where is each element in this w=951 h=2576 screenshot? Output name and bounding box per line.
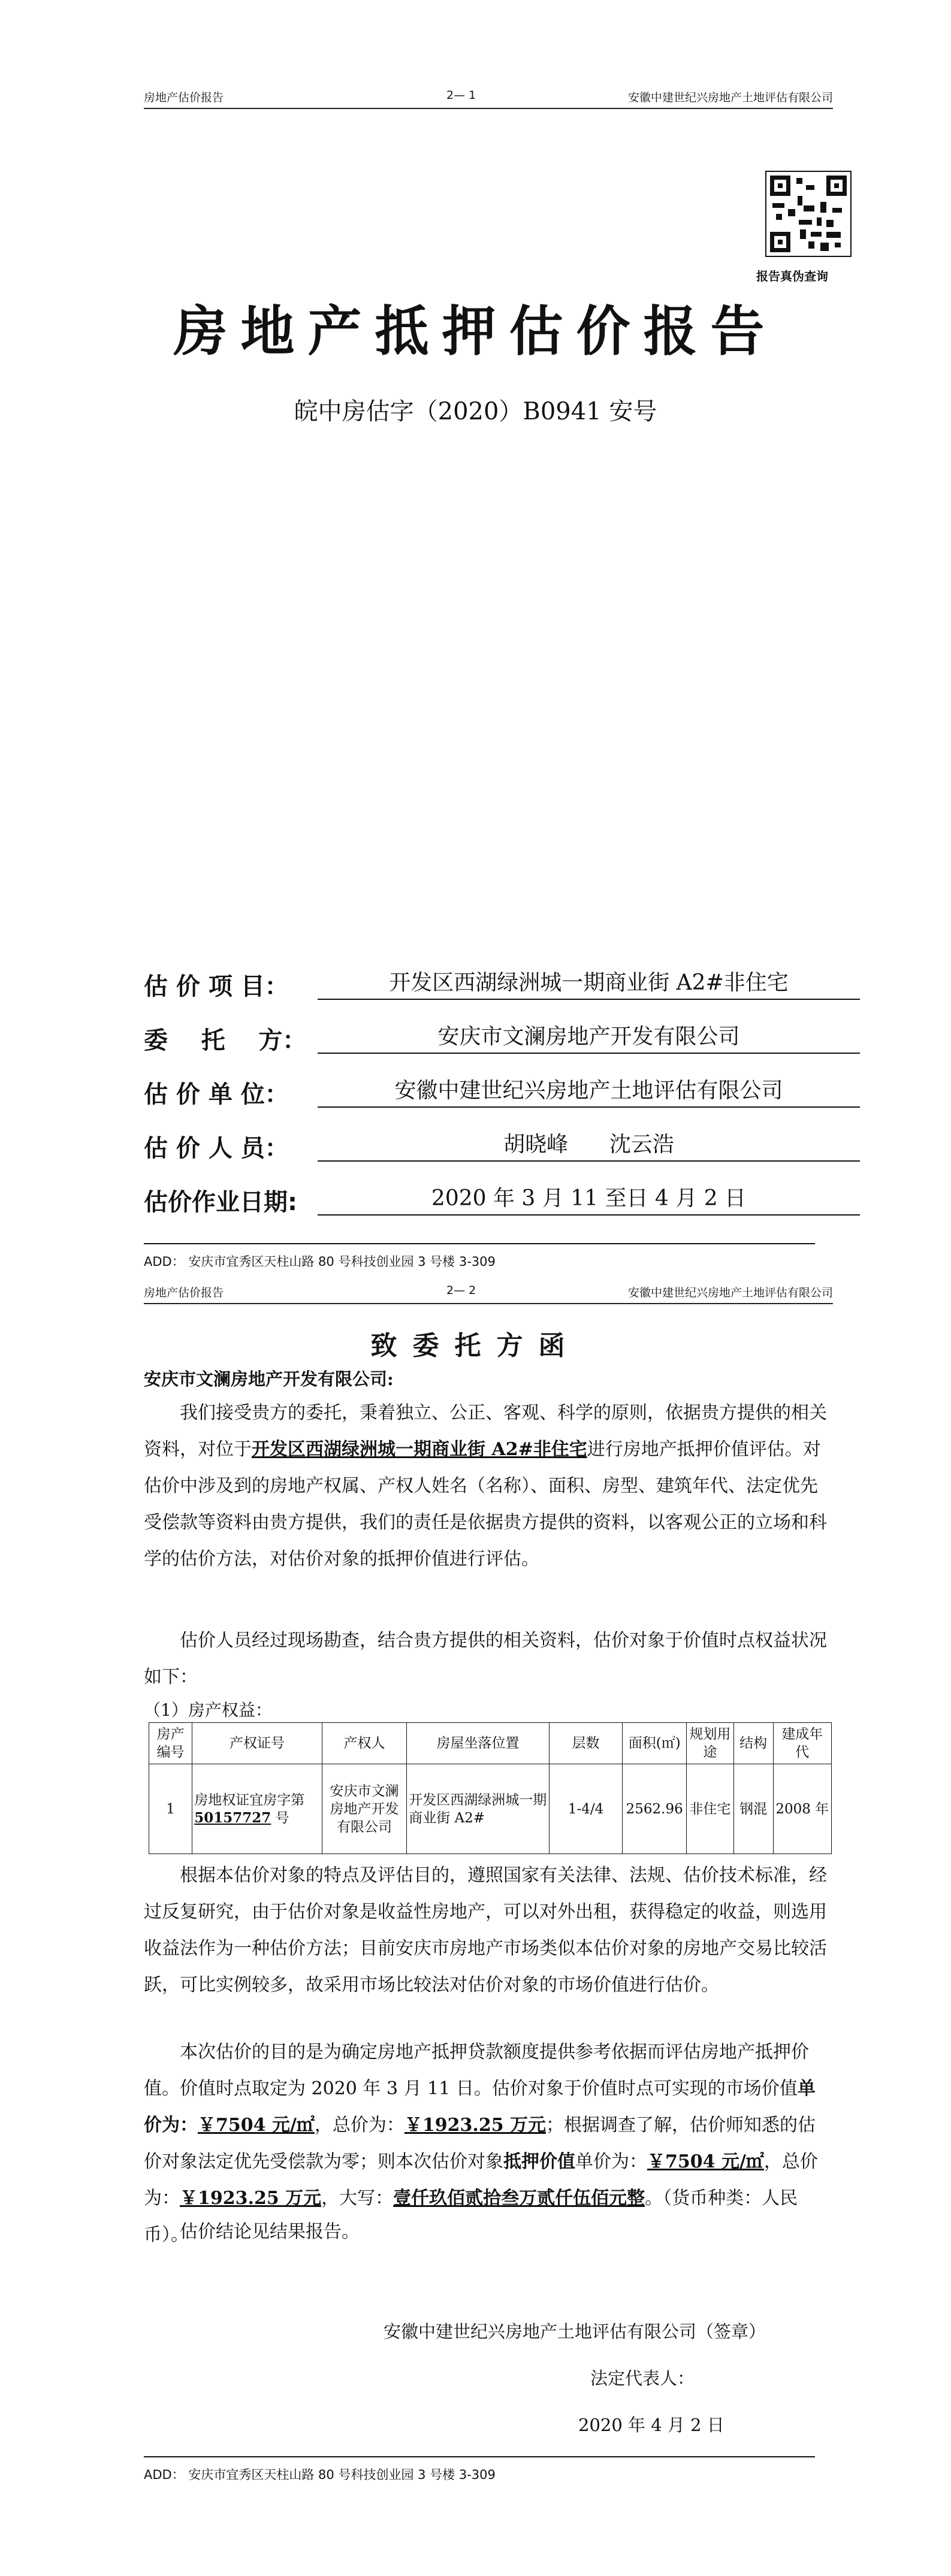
para4-text-h: 单价为： (575, 2151, 647, 2172)
para1-text-a: 我们接受贵方的委托，秉着独立、公正、客观、科学的原则，依据贵方提供的相关资料，对位于 (144, 1402, 827, 1460)
info-row-appraiser-unit (144, 1075, 863, 1111)
paragraph-3: 根据本估价对象的特点及评估目的，遵照国家有关法律、法规、估价技术标准，经过反复研究，由于估价对象是收益性房地产，可以对外出租，获得稳定的收益，则选用收益法作为一种估价方法；目前安庆市房地产市场类似本估价对象的房地产交易比较活跃，可比实例较多，故采用市场比较法对估价对象的市场价值进行估价。 (144, 1865, 827, 1996)
signature-date: 2020 年 4 月 2 日 (578, 2415, 724, 2435)
info-value: 开发区西湖绿洲城一期商业街 A2#非住宅 (318, 967, 860, 1000)
cell-certificate (192, 1764, 322, 1854)
para4-text-d: ，总价为： (314, 2115, 404, 2136)
header-page-number: 2— 1 (446, 89, 476, 102)
paragraph-5: 估价结论见结果报告。 (180, 2221, 360, 2242)
cell-no: 1 (149, 1764, 192, 1854)
para4-text-l: ，大写： (321, 2188, 394, 2209)
col-header: 规划用途 (687, 1723, 734, 1764)
report-title: 房地产抵押估价报告 (173, 300, 778, 363)
col-header: 房屋坐落位置 (407, 1723, 550, 1764)
cell-location: 开发区西湖绿洲城一期商业街 A2# (407, 1764, 550, 1854)
para4-amount-in-words: 壹仟玖佰贰拾叁万贰仟伍佰元整 (393, 2188, 645, 2209)
col-header: 建成年代 (773, 1723, 831, 1764)
para4-text-f: ；根据调查了解，估价师知悉的估价对象法定优先受偿款为零；则本次估价对象 (144, 2115, 816, 2172)
para1-property-name: 开发区西湖绿洲城一期商业街 A2#非住宅 (252, 1439, 587, 1460)
page2-footer-rule (144, 2456, 815, 2457)
header-right: 安徽中建世纪兴房地产土地评估有限公司 (627, 91, 833, 104)
para4-market-total-price: ￥1923.25 万元 (404, 2115, 547, 2136)
col-header: 面积(㎡) (623, 1723, 687, 1764)
page1-footer: ADD： 安庆市宜秀区天柱山路 80 号科技创业园 3 号楼 3-309 (144, 1254, 496, 1269)
property-rights-table (149, 1722, 832, 1854)
cell-structure: 钢混 (733, 1764, 773, 1854)
cell-year: 2008 年 (773, 1764, 831, 1854)
table-caption: （1）房产权益： (144, 1700, 272, 1720)
cert-text-c: 号 (271, 1810, 289, 1826)
col-header: 产权人 (322, 1723, 406, 1764)
signature-legal-rep: 法定代表人： (590, 2368, 695, 2388)
para1-text-c: 进行房地产抵押价值评估。对估价中涉及到的房地产权属、产权人姓名（名称）、面积、房型、建筑年代、法定优先受偿款等资料由贵方提供，我们的责任是依据贵方提供的资料，以客观公正的立场和科学的估价方法，对估价对象的抵押价值进行评估。 (144, 1439, 827, 1570)
para4-text-j: ，总价为： (144, 2151, 818, 2209)
signature-company: 安徽中建世纪兴房地产土地评估有限公司（签章） (384, 2321, 766, 2342)
page1-header (144, 84, 833, 109)
info-row-appraisers (144, 1129, 863, 1165)
col-header: 房产编号 (149, 1723, 192, 1764)
info-value: 胡晓峰 沈云浩 (318, 1129, 860, 1162)
header-left: 房地产估价报告 (144, 91, 224, 104)
cell-use: 非住宅 (687, 1764, 734, 1854)
header-page-number: 2— 2 (446, 1284, 476, 1297)
paragraph-1 (144, 1395, 833, 1577)
para4-unit-label: 单价为： (144, 2078, 816, 2136)
qr-code-icon (765, 171, 852, 257)
info-row-project (144, 967, 863, 1003)
page1-footer-rule (144, 1243, 815, 1244)
info-row-work-date (144, 1183, 863, 1219)
report-number: 皖中房估字（2020）B0941 安号 (294, 398, 657, 425)
cell-area: 2562.96 (623, 1764, 687, 1854)
table-header-row (149, 1723, 832, 1764)
info-value: 安庆市文澜房地产开发有限公司 (318, 1021, 860, 1054)
info-label: 估价作业日期: (144, 1189, 297, 1216)
col-header: 层数 (549, 1723, 622, 1764)
letter-addressee: 安庆市文澜房地产开发有限公司: (144, 1369, 394, 1389)
info-label: 委 托 方： (144, 1027, 307, 1054)
page2-footer: ADD： 安庆市宜秀区天柱山路 80 号科技创业园 3 号楼 3-309 (144, 2468, 496, 2482)
para4-market-unit-price: ￥7504 元/㎡ (198, 2115, 315, 2136)
cert-number: 50157727 (194, 1809, 271, 1826)
info-label: 估 价 人 员： (144, 1135, 289, 1162)
para4-mortgage-unit-price: ￥7504 元/㎡ (647, 2151, 764, 2172)
cell-floors: 1-4/4 (549, 1764, 622, 1854)
info-row-client (144, 1021, 863, 1057)
page2-header (144, 1279, 833, 1304)
header-right: 安徽中建世纪兴房地产土地评估有限公司 (627, 1286, 833, 1299)
col-header: 产权证号 (192, 1723, 322, 1764)
para4-text-n: 。（货币种类：人民币）。 (144, 2188, 798, 2245)
col-header: 结构 (733, 1723, 773, 1764)
cell-owner: 安庆市文澜房地产开发有限公司 (322, 1764, 406, 1854)
qr-caption: 报告真伪查询 (756, 269, 828, 283)
letter-title: 致委托方函 (370, 1331, 581, 1361)
para4-mortgage-label: 抵押价值 (503, 2151, 575, 2172)
info-value: 安徽中建世纪兴房地产土地评估有限公司 (318, 1075, 860, 1108)
cert-text-a: 房地权证宜房字第 (194, 1792, 305, 1808)
table-row (149, 1764, 832, 1854)
paragraph-2: 估价人员经过现场勘查，结合贵方提供的相关资料，估价对象于价值时点权益状况如下： (144, 1630, 827, 1688)
para4-text-a: 本次估价的目的是为确定房地产抵押贷款额度提供参考依据而评估房地产抵押价值。价值时点取定为 2020 年 3 月 11 日。估价对象于价值时点可实现的市场价值 (144, 2042, 809, 2099)
info-value: 2020 年 3 月 11 至日 4 月 2 日 (318, 1183, 860, 1216)
info-label: 估 价 项 目： (144, 973, 289, 1000)
header-left: 房地产估价报告 (144, 1286, 224, 1299)
para4-mortgage-total-price: ￥1923.25 万元 (180, 2188, 322, 2209)
info-label: 估 价 单 位： (144, 1081, 289, 1108)
